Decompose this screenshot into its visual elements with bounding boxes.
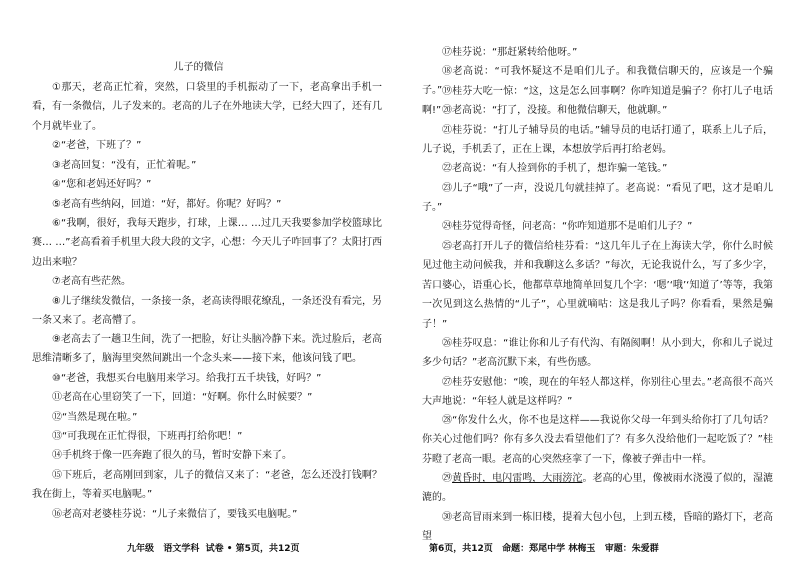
paragraph-28: ㉘“你发什么火，你不也是这样——我说你父母一年到头给你打了几句话？你关心过他们吗？你有多久没去看望他们了？有多久没给他们一起吃饭了？”桂芬瞪了老高一眼。老高的心突然痉挛了一下，像被子弹击中一样。: [422, 415, 773, 465]
paragraph-19: ⑲桂芬大吃一惊：“这，这是怎么回事啊？你咋知道是骗子？你打儿子电话啊!”: [422, 86, 773, 117]
paragraph-3: ③老高回复：“没有，正忙着呢。”: [52, 160, 197, 171]
right-column: [397, 0, 794, 564]
paragraph-18: ⑱老高说：“可我怀疑这不是咱们儿子。和我微信聊天的，应该是一个骗子。”: [422, 66, 773, 97]
paragraph-23: ㉓儿子“哦”了一声，没说几句就挂掉了。老高说：“看见了吧，这才是咱儿子。”: [422, 183, 773, 214]
paragraph-5: ⑤老高有些纳闷，回道：“好，都好。你呢？好吗？”: [52, 199, 282, 210]
paragraph-24: ㉔桂芬觉得奇怪，问老高：“你咋知道那不是咱们儿子？”: [442, 221, 693, 232]
paragraph-15: ⑮下班后，老高刚回到家，儿子的微信又来了：“老爸，怎么还没打钱啊？我在街上，等着买电脑呢。”: [32, 470, 382, 501]
paragraph-27: ㉗桂芬安慰他：“唉，现在的年轻人都这样，你别往心里去。”老高很不高兴大声地说：“年轻人就是这样吗？”: [422, 377, 773, 408]
paragraph-1: ①那天，老高正忙着，突然，口袋里的手机振动了一下，老高拿出手机一看，有一条微信，儿子发来的。老高的儿子在外地读大学，已经大四了，还有几个月就毕业了。: [32, 82, 382, 132]
paragraph-9: ⑨老高去了一趟卫生间，洗了一把脸，好让头脑冷静下来。洗过脸后，老高思维清晰多了，脑海里突然间跳出一个念头来——接下来，他该问钱了吧。: [32, 334, 382, 365]
page-footer-left: 九年级 语文学科 试卷 • 第5页，共12页: [127, 544, 300, 554]
paragraph-12: ⑫“当然是现在啦。”: [52, 412, 138, 423]
page-footer-right: 第6页，共12页 命题：郑尾中学 林梅玉 审题：朱爱群: [429, 544, 659, 554]
paragraph-30: ㉚老高冒雨来到一栋旧楼，提着大包小包，上到五楼，昏暗的路灯下，老高望: [422, 512, 773, 543]
paragraph-26: ㉖桂芬叹息：“谁让你和儿子有代沟、有隔阂啊！从小到大，你和儿子说过多少句话？”老高沉默下来，有些伤感。: [422, 338, 773, 369]
paragraph-29: [422, 469, 773, 508]
paragraph-29-underlined: 黄昏时，电闪雷鸣，大雨滂沱: [452, 473, 583, 484]
paragraph-4: ④“您和老妈还好吗？”: [52, 179, 152, 190]
article-title: 儿子的微信: [173, 62, 224, 73]
paragraph-16: ⑯老高对老婆桂芬说：“儿子来微信了，要钱买电脑呢。”: [52, 509, 298, 520]
paragraph-2: ②“老爸，下班了？”: [52, 140, 142, 151]
paragraph-14: ⑭手机终于像一匹奔跑了很久的马，暂时安静下来了。: [52, 450, 292, 461]
paragraph-21: ㉑桂芬说：“打儿子辅导员的电话。”辅导员的电话打通了，联系上儿子后，儿子说，手机丢了，正在上课，本想放学后再打给老妈。: [422, 125, 773, 156]
paragraph-22: ㉒老高说：“有人捡到你的手机了，想诈骗一笔钱。”: [442, 163, 668, 174]
paragraph-13: ⑬“可我现在正忙得很，下班再打给你吧！”: [52, 431, 243, 442]
paragraph-29-number: ㉙: [442, 473, 453, 484]
paragraph-10: ⑩“老爸，我想买台电脑用来学习。给我打五千块钱，好吗？”: [52, 373, 322, 384]
paragraph-25: ㉕老高打开儿子的微信给桂芬看：“这几年儿子在上海读大学，你什么时候见过他主动问候我，并和我聊这么多话？”每次，无论我说什么，写了多少字，苦口婆心，语重心长，他都草草地简单回复几个字：‘嗯’‘哦’‘知道了’等等，我第一次见到这么热情的“儿子”，心里就嘀咕：这是我儿子吗？你看看，果然是骗子！”: [422, 241, 773, 330]
paragraph-17: ⑰桂芬说：“那赶紧转给他呀。”: [442, 47, 578, 58]
paragraph-6: ⑥“我啊，很好，我每天跑步，打球，上课… …过几天我要参加学校篮球比赛… …”老高看着手机里大段大段的文字，心想：今天儿子咋回事了？太阳打西边出来啦？: [32, 218, 382, 268]
paragraph-20: ⑳老高说：“打了，没接。和他微信聊天，他就聊。”: [442, 105, 668, 116]
paragraph-8: ⑧儿子继续发微信，一条接一条，老高读得眼花缭乱，一条还没有看完，另一条又来了。老高懵了。: [32, 296, 382, 327]
paragraph-11: ⑪老高在心里窃笑了一下，回道：“好啊。你什么时候要？”: [52, 392, 313, 403]
paragraph-7: ⑦老高有些茫然。: [52, 276, 131, 287]
paragraph-29-rest: 。老高的心里，像被雨水浇漫了似的，湿漉漉的。: [422, 473, 773, 504]
